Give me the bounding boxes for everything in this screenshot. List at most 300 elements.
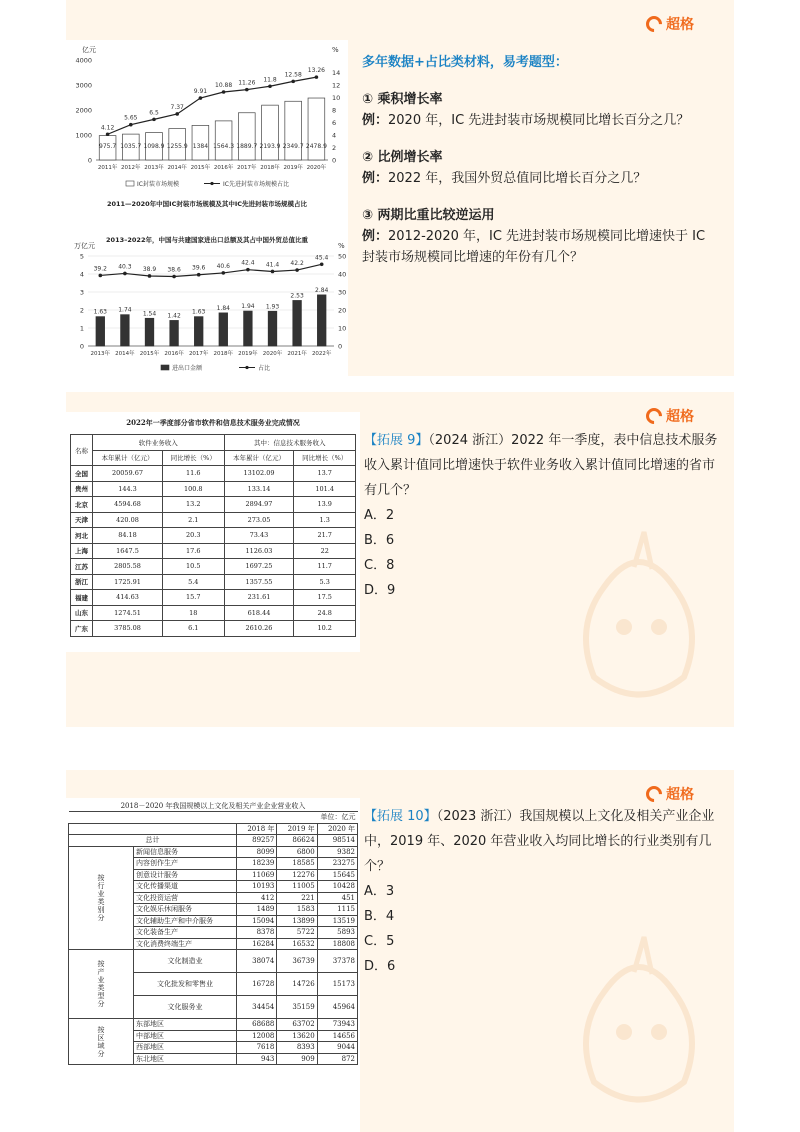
value-cell: 63702: [277, 1019, 317, 1031]
y2-tick-label: 0: [338, 342, 343, 351]
col-head-software: 软件业务收入: [93, 435, 224, 451]
region-cell: 贵州: [71, 481, 93, 497]
brand-icon: [643, 783, 666, 806]
value-cell: 73.43: [224, 528, 294, 544]
value-cell: 13.2: [162, 497, 224, 513]
value-cell: 38074: [237, 950, 277, 973]
bar-value-label: 975.7: [99, 143, 117, 150]
sub-head-cum: 本年累计（亿元）: [93, 450, 163, 466]
bar: [282, 101, 304, 160]
value-cell: 10428: [317, 881, 357, 893]
x-tick-label: 2019年: [283, 165, 303, 171]
bar: [121, 315, 130, 346]
value-cell: 451: [317, 892, 357, 904]
value-cell: 13102.09: [224, 466, 294, 482]
value-cell: 11.6: [162, 466, 224, 482]
value-cell: 943: [237, 1053, 277, 1065]
bar-value-label: 1564.3: [213, 143, 235, 150]
x-tick-label: 2021年: [287, 351, 307, 357]
section-heading: 多年数据+占比类材料，易考题型：: [362, 55, 568, 70]
value-cell: 37378: [317, 950, 357, 973]
value-cell: 1647.5: [93, 543, 163, 559]
example-text: 2012-2020 年，IC 先进封装市场规模同比增速快于 IC 封装市场规模同比增速的年份有几个？: [362, 229, 706, 265]
item-3-title: ③ 两期比重比较逆运用: [362, 208, 495, 223]
bar-value-label: 2193.9: [259, 143, 281, 150]
line-value-label: 39.2: [93, 265, 107, 273]
category-cell: 中部地区: [134, 1030, 237, 1042]
table-row: [71, 512, 356, 528]
value-cell: 45964: [317, 996, 357, 1019]
value-cell: 221: [277, 892, 317, 904]
line-value-label: 5.65: [124, 114, 138, 122]
item-2-title: ② 比例增长率: [362, 150, 443, 165]
slide-3: [66, 770, 734, 1132]
bar-value-label: 1.84: [216, 304, 230, 312]
y2-tick-label: 8: [332, 106, 337, 115]
bar-value-label: 2.53: [290, 292, 304, 300]
value-cell: 1126.03: [224, 543, 294, 559]
culture-revenue-table: [68, 800, 358, 1065]
table-title: 2018－2020 年我国规模以上文化及相关产业企业营业收入: [69, 800, 358, 812]
question-tag: 【拓展 10】: [364, 809, 437, 824]
question-body: （2024 浙江）2022 年一季度，表中信息技术服务收入累计值同比增速快于软件业务收入累计值同比增速的省市有几个？: [364, 433, 718, 498]
x-tick-label: 2018年: [213, 351, 234, 357]
example-label: 例：: [362, 171, 389, 186]
value-cell: 412: [237, 892, 277, 904]
trade-chart: [66, 234, 348, 376]
value-cell: 231.61: [224, 590, 294, 606]
x-tick-label: 2016年: [164, 351, 184, 357]
value-cell: 100.8: [162, 481, 224, 497]
legend-bar-swatch: [126, 181, 134, 186]
y2-tick-label: 2: [332, 144, 337, 152]
category-cell: 文化装备生产: [134, 927, 237, 939]
value-cell: 8099: [237, 846, 277, 858]
region-cell: 江苏: [71, 559, 93, 575]
value-cell: 23275: [317, 858, 357, 870]
bar: [96, 317, 105, 346]
y-tick-label: 0: [87, 156, 92, 165]
value-cell: 618.44: [224, 605, 294, 621]
value-cell: 8393: [277, 1042, 317, 1054]
category-cell: 文化制造业: [134, 950, 237, 973]
slide-1: [66, 0, 734, 376]
value-cell: 7618: [237, 1042, 277, 1054]
option-a[interactable]: A．3: [364, 884, 395, 899]
line-value-label: 38.9: [142, 265, 157, 273]
value-cell: 13519: [317, 915, 357, 927]
bar-value-label: 1.74: [118, 306, 132, 314]
value-cell: 68688: [237, 1019, 277, 1031]
bar-value-label: 1889.7: [236, 143, 258, 150]
question-tag: 【拓展 9】: [364, 433, 429, 448]
value-cell: 1489: [237, 904, 277, 916]
line-value-label: 39.6: [192, 264, 206, 272]
value-cell: 414.63: [93, 590, 163, 606]
x-tick-label: 2011年: [97, 165, 118, 171]
line-value-label: 6.5: [149, 109, 159, 117]
y2-tick-label: 40: [338, 270, 347, 279]
year-2018: 2018 年: [237, 823, 277, 835]
value-cell: 1.3: [294, 512, 356, 528]
y2-tick-label: 10: [332, 94, 341, 102]
value-cell: 4594.68: [93, 497, 163, 513]
brand-logo: [646, 784, 694, 804]
category-cell: 东北地区: [134, 1053, 237, 1065]
line-point: [175, 112, 179, 116]
question-block: [364, 804, 720, 979]
value-cell: 1725.91: [93, 574, 163, 590]
bar-value-label: 1035.7: [120, 143, 142, 150]
x-tick-label: 2012年: [121, 165, 141, 171]
option-c[interactable]: C．5: [364, 934, 395, 949]
y2-tick-label: 6: [332, 119, 337, 127]
line-value-label: 7.37: [170, 103, 184, 111]
brand-name: 超格: [666, 787, 694, 803]
x-tick-label: 2017年: [237, 165, 257, 171]
region-cell: 广东: [71, 621, 93, 637]
y-tick-label: 0: [79, 342, 84, 351]
value-cell: 2805.58: [93, 559, 163, 575]
line-point: [222, 90, 226, 94]
value-cell: 5722: [277, 927, 317, 939]
region-cell: 上海: [71, 543, 93, 559]
value-cell: 14656: [317, 1030, 357, 1042]
bar-value-label: 1.94: [241, 303, 255, 311]
value-cell: 13620: [277, 1030, 317, 1042]
line-value-label: 11.26: [238, 79, 256, 87]
item-2-example: [362, 168, 722, 189]
line-point: [271, 270, 275, 274]
value-cell: 17.5: [294, 590, 356, 606]
line-point: [320, 262, 324, 266]
value-cell: 13.9: [294, 497, 356, 513]
bar-value-label: 2478.9: [305, 143, 327, 150]
line-value-label: 4.12: [100, 124, 115, 132]
bar: [236, 113, 258, 160]
value-cell: 1357.55: [224, 574, 294, 590]
region-cell: 河北: [71, 528, 93, 544]
value-cell: 1583: [277, 904, 317, 916]
table-row: [71, 621, 356, 637]
brand-name: 超格: [666, 409, 694, 425]
year-2020: 2020 年: [317, 823, 357, 835]
x-tick-label: 2019年: [238, 351, 258, 357]
bar: [145, 318, 154, 346]
table-title: 2022年一季度部分省市软件和信息技术服务业完成情况: [126, 418, 300, 427]
x-tick-label: 2013年: [90, 351, 111, 357]
legend-bar-label: IC封装市场规模: [137, 181, 179, 188]
y2-tick-label: 10: [338, 324, 347, 333]
value-cell: 14726: [277, 973, 317, 996]
item-1-title: ① 乘积增长率: [362, 92, 443, 107]
value-cell: 13.7: [294, 466, 356, 482]
table-row: [71, 605, 356, 621]
line-point: [123, 272, 127, 276]
table-row: [69, 950, 358, 973]
bar: [194, 317, 203, 346]
value-cell: 18239: [237, 858, 277, 870]
option-b[interactable]: B．4: [364, 909, 395, 924]
y-tick-label: 3: [79, 288, 84, 297]
table-row: [71, 574, 356, 590]
legend-line-marker: [245, 366, 248, 369]
line-value-label: 41.4: [265, 261, 280, 269]
x-tick-label: 2022年: [311, 351, 332, 357]
chart-title: 2011—2020年中国IC封装市场规模及其中IC先进封装市场规模占比: [106, 200, 308, 208]
value-cell: 2.1: [162, 512, 224, 528]
region-cell: 山东: [71, 605, 93, 621]
y-tick-label: 4000: [75, 56, 92, 65]
line-value-label: 13.26: [307, 67, 325, 75]
value-cell: 15.7: [162, 590, 224, 606]
example-label: 例：: [362, 229, 389, 244]
category-cell: 文化服务业: [134, 996, 237, 1019]
option-b[interactable]: B．6: [364, 533, 395, 548]
x-tick-label: 2013年: [144, 165, 164, 171]
bar-value-label: 1.93: [265, 303, 280, 311]
value-cell: 84.18: [93, 528, 163, 544]
value-cell: 3785.08: [93, 621, 163, 637]
value-cell: 11.7: [294, 559, 356, 575]
value-cell: 872: [317, 1053, 357, 1065]
table-row: [69, 1019, 358, 1031]
value-cell: 18808: [317, 938, 357, 950]
value-cell: 18: [162, 605, 224, 621]
value-cell: 2610.26: [224, 621, 294, 637]
total-2018: 89257: [237, 835, 277, 847]
bar-value-label: 1.63: [93, 308, 107, 316]
category-cell: 文化辅助生产和中介服务: [134, 915, 237, 927]
question-text: [364, 428, 720, 503]
x-tick-label: 2014年: [115, 351, 135, 357]
x-tick-label: 2020年: [306, 165, 327, 171]
brand-icon: [643, 405, 666, 428]
x-tick-label: 2020年: [262, 351, 283, 357]
value-cell: 35159: [277, 996, 317, 1019]
table-row: [71, 528, 356, 544]
value-cell: 2894.97: [224, 497, 294, 513]
group-label: 按产业类型分: [69, 950, 134, 1019]
value-cell: 273.05: [224, 512, 294, 528]
line-value-label: 42.2: [290, 260, 304, 268]
series-line: [100, 264, 321, 276]
table-row: [71, 590, 356, 606]
category-cell: 文化传播渠道: [134, 881, 237, 893]
category-cell: 文化娱乐休闲服务: [134, 904, 237, 916]
col-head-region: 名称: [71, 435, 93, 466]
region-cell: 北京: [71, 497, 93, 513]
line-point: [246, 268, 250, 272]
region-cell: 福建: [71, 590, 93, 606]
line-value-label: 42.4: [241, 259, 255, 267]
year-2019: 2019 年: [277, 823, 317, 835]
line-value-label: 11.8: [263, 76, 277, 84]
line-point: [148, 274, 152, 278]
x-tick-label: 2018年: [260, 165, 280, 171]
x-tick-label: 2015年: [139, 351, 160, 357]
value-cell: 20.3: [162, 528, 224, 544]
group-label: 按行业类别分: [69, 846, 134, 950]
legend-bar-label: 进出口金额: [172, 365, 203, 372]
bar: [268, 311, 277, 346]
option-d[interactable]: D．9: [364, 583, 396, 598]
value-cell: 12276: [277, 869, 317, 881]
y-tick-label: 2: [79, 306, 84, 315]
value-cell: 6.1: [162, 621, 224, 637]
example-text: 2022 年，我国外贸总值同比增长百分之几？: [388, 171, 647, 186]
line-point: [99, 274, 103, 278]
value-cell: 11005: [277, 881, 317, 893]
bar: [170, 320, 179, 346]
value-cell: 909: [277, 1053, 317, 1065]
value-cell: 5.4: [162, 574, 224, 590]
legend-line-label: 占比: [258, 365, 271, 372]
line-point: [295, 268, 299, 272]
value-cell: 73943: [317, 1019, 357, 1031]
value-cell: 101.4: [294, 481, 356, 497]
x-tick-label: 2015年: [190, 165, 211, 171]
line-value-label: 40.3: [118, 263, 132, 271]
y2-tick-label: 20: [338, 306, 347, 315]
y-tick-label: 5: [79, 252, 84, 261]
value-cell: 8378: [237, 927, 277, 939]
bar-value-label: 1.42: [167, 312, 181, 320]
example-text: 2020 年，IC 先进封装市场规模同比增长百分之几？: [388, 113, 690, 128]
line-value-label: 45.4: [315, 254, 329, 262]
value-cell: 16728: [237, 973, 277, 996]
y2-tick-label: 4: [332, 131, 337, 140]
sub-head-yoy: 同比增长（%）: [162, 450, 224, 466]
question-block: [364, 428, 720, 603]
example-label: 例：: [362, 113, 389, 128]
y2-axis-unit: %: [332, 46, 339, 54]
value-cell: 5.3: [294, 574, 356, 590]
y-tick-label: 1000: [75, 131, 92, 140]
table-figure: [66, 412, 360, 652]
bar: [293, 300, 302, 346]
region-cell: 浙江: [71, 574, 93, 590]
value-cell: 17.6: [162, 543, 224, 559]
value-cell: 5893: [317, 927, 357, 939]
line-point: [245, 88, 249, 92]
line-value-label: 12.58: [284, 71, 302, 79]
line-point: [199, 96, 203, 100]
value-cell: 144.3: [93, 481, 163, 497]
option-c[interactable]: C．8: [364, 558, 395, 573]
line-point: [291, 80, 295, 84]
option-a[interactable]: A．2: [364, 508, 395, 523]
x-tick-label: 2016年: [213, 165, 234, 171]
bar-value-label: 1.54: [142, 310, 157, 318]
value-cell: 24.8: [294, 605, 356, 621]
y2-tick-label: 12: [332, 81, 341, 90]
line-point: [172, 275, 176, 279]
legend-line-label: IC先进封装市场规模占比: [223, 181, 289, 188]
software-revenue-table: [70, 434, 356, 637]
slide-2: [66, 392, 734, 727]
line-point: [315, 75, 319, 79]
line-point: [222, 271, 226, 275]
value-cell: 18585: [277, 858, 317, 870]
value-cell: 16532: [277, 938, 317, 950]
bar-value-label: 1.63: [192, 308, 206, 316]
region-cell: 天津: [71, 512, 93, 528]
ic-package-chart: [66, 40, 348, 230]
value-cell: 36739: [277, 950, 317, 973]
value-cell: 1697.25: [224, 559, 294, 575]
y-tick-label: 4: [79, 270, 84, 279]
value-cell: 22: [294, 543, 356, 559]
category-cell: 内容创作生产: [134, 858, 237, 870]
category-cell: 文化批发和零售业: [134, 973, 237, 996]
brand-name: 超格: [666, 17, 694, 33]
bar: [317, 295, 326, 346]
bar-value-label: 1255.9: [166, 143, 188, 150]
value-cell: 11069: [237, 869, 277, 881]
value-cell: 12008: [237, 1030, 277, 1042]
text-block: [362, 52, 722, 268]
chart-title: 2013–2022年，中国与共建国家进出口总额及其占中国外贸总值比重: [106, 236, 308, 244]
value-cell: 16284: [237, 938, 277, 950]
bar: [305, 98, 327, 160]
brand-logo: [646, 406, 694, 426]
line-point: [268, 84, 272, 88]
line-value-label: 10.88: [215, 82, 233, 89]
legend-line-marker: [210, 182, 213, 185]
table-figure: [66, 798, 360, 1132]
question-text: [364, 804, 720, 879]
col-head-it-service: 其中：信息技术服务收入: [224, 435, 355, 451]
brand-logo: [646, 14, 694, 34]
category-cell: 新闻信息服务: [134, 846, 237, 858]
y-axis-unit: 万亿元: [74, 242, 95, 250]
line-value-label: 38.6: [167, 266, 181, 274]
question-body: （2023 浙江）我国规模以上文化及相关产业企业中，2019 年、2020 年营业收入均同比增长的行业类别有几个？: [364, 809, 715, 874]
sub-head-cum: 本年累计（亿元）: [224, 450, 294, 466]
table-row: [71, 497, 356, 513]
value-cell: 6800: [277, 846, 317, 858]
value-cell: 20059.67: [93, 466, 163, 482]
value-cell: 13899: [277, 915, 317, 927]
y2-tick-label: 14: [332, 69, 341, 77]
value-cell: 133.14: [224, 481, 294, 497]
y2-tick-label: 30: [338, 288, 347, 297]
table-row: [69, 846, 358, 858]
value-cell: 9044: [317, 1042, 357, 1054]
value-cell: 34454: [237, 996, 277, 1019]
bar-value-label: 2349.7: [282, 143, 304, 150]
x-tick-label: 2014年: [167, 165, 187, 171]
y2-axis-unit: %: [338, 242, 345, 250]
value-cell: 9382: [317, 846, 357, 858]
line-point: [106, 132, 110, 136]
bar: [244, 311, 253, 346]
value-cell: 1115: [317, 904, 357, 916]
item-1-example: [362, 110, 722, 131]
y-tick-label: 3000: [75, 81, 92, 90]
total-2020: 98514: [317, 835, 357, 847]
chart-figure: [66, 40, 348, 376]
line-point: [197, 273, 201, 277]
bar: [219, 313, 228, 346]
category-cell: 文化投资运营: [134, 892, 237, 904]
table-row: [71, 481, 356, 497]
head-blank: [69, 823, 237, 835]
y-axis-unit: 亿元: [82, 46, 96, 54]
option-d[interactable]: D．6: [364, 959, 396, 974]
total-2019: 86624: [277, 835, 317, 847]
